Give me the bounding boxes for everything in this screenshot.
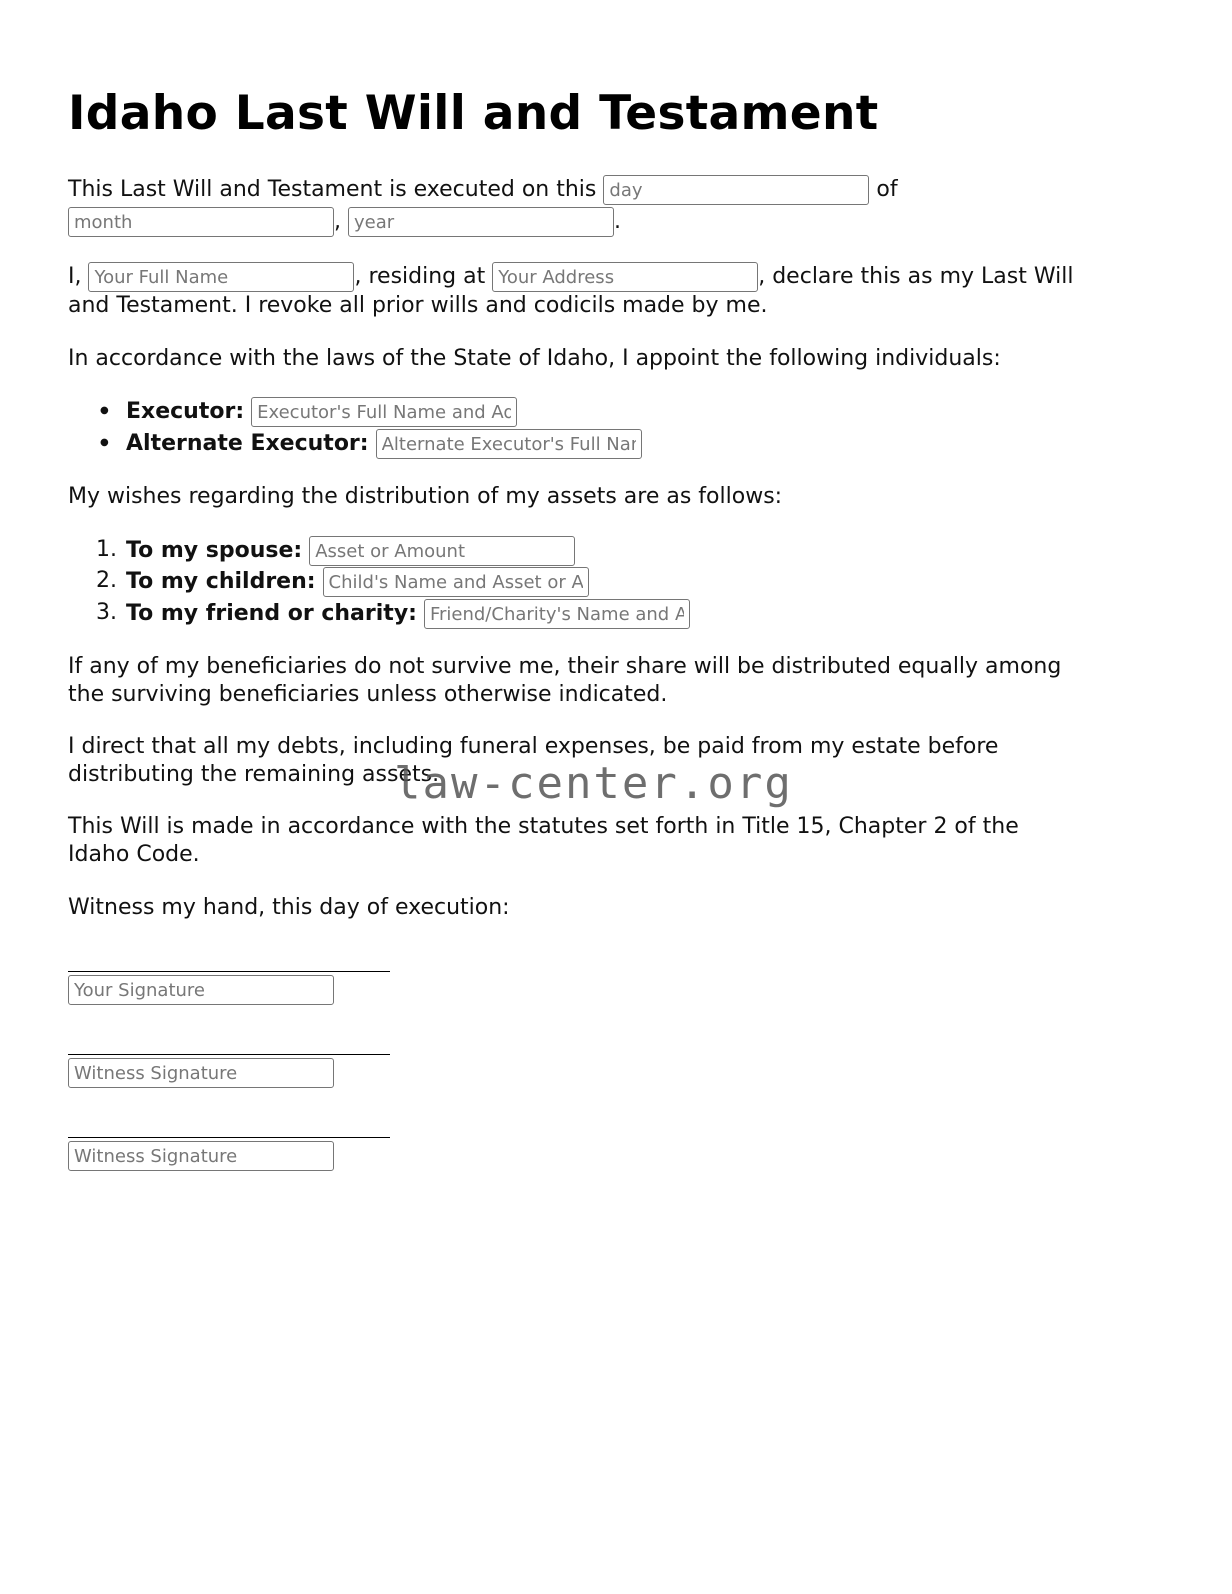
declaration-line: [68, 262, 1073, 292]
execution-line-2: [68, 207, 621, 237]
friend-charity-asset-input[interactable]: [430, 600, 684, 628]
executor-field[interactable]: [251, 397, 517, 427]
alternate-executor-input[interactable]: [382, 430, 636, 458]
month-field[interactable]: [68, 207, 334, 237]
month-input[interactable]: [74, 208, 328, 236]
declaration-line-2: and Testament. I revoke all prior wills and codicils made by me.: [68, 293, 768, 318]
residing-text: , residing at: [354, 264, 486, 289]
friend-charity-label: To my friend or charity:: [126, 601, 417, 626]
your-signature-input[interactable]: [74, 976, 328, 1004]
list-number: 3.: [96, 600, 117, 625]
execution-prefix: This Last Will and Testament is executed on this: [68, 177, 597, 202]
spouse-label: To my spouse:: [126, 538, 303, 563]
page-title: Idaho Last Will and Testament: [68, 86, 879, 141]
day-input[interactable]: [609, 176, 863, 204]
list-number: 2.: [96, 568, 117, 593]
debts-clause-line-2: distributing the remaining assets.: [68, 762, 440, 787]
address-input[interactable]: [498, 263, 752, 291]
execution-line: [68, 175, 898, 205]
spouse-asset-field[interactable]: [309, 536, 575, 566]
statute-clause-line-1: This Will is made in accordance with the statutes set forth in Title 15, Chapter 2 of the: [68, 814, 1019, 839]
your-signature-field[interactable]: [68, 975, 334, 1005]
statute-clause-line-2: Idaho Code.: [68, 842, 200, 867]
witness-signature-input-1[interactable]: [74, 1059, 328, 1087]
watermark: law-center.org: [394, 758, 793, 809]
witness-signature-field-2[interactable]: [68, 1141, 334, 1171]
comma: ,: [334, 209, 341, 234]
signature-line: [68, 971, 390, 972]
of-word: of: [876, 177, 898, 202]
year-input[interactable]: [354, 208, 608, 236]
declaration-prefix: I,: [68, 264, 82, 289]
debts-clause-line-1: I direct that all my debts, including funeral expenses, be paid from my estate before: [68, 734, 999, 759]
bullet-icon: ●: [100, 437, 109, 448]
children-label: To my children:: [126, 569, 316, 594]
distribution-text: My wishes regarding the distribution of my assets are as follows:: [68, 484, 783, 509]
witness-signature-line: [68, 1054, 390, 1055]
full-name-input[interactable]: [94, 263, 348, 291]
executor-input[interactable]: [257, 398, 511, 426]
executor-item: [126, 397, 517, 427]
witness-signature-line: [68, 1137, 390, 1138]
spouse-asset-input[interactable]: [315, 537, 569, 565]
executor-label: Executor:: [126, 399, 245, 424]
survival-clause-line-2: the surviving beneficiaries unless otherwise indicated.: [68, 682, 668, 707]
alternate-executor-item: [126, 429, 642, 459]
friend-charity-item: [126, 599, 690, 629]
witness-signature-field-1[interactable]: [68, 1058, 334, 1088]
bullet-icon: ●: [100, 405, 109, 416]
alternate-executor-field[interactable]: [376, 429, 642, 459]
friend-charity-asset-field[interactable]: [424, 599, 690, 629]
declaration-suffix: , declare this as my Last Will: [758, 264, 1074, 289]
address-field[interactable]: [492, 262, 758, 292]
witness-signature-input-2[interactable]: [74, 1142, 328, 1170]
witness-text: Witness my hand, this day of execution:: [68, 895, 510, 920]
alternate-executor-label: Alternate Executor:: [126, 431, 369, 456]
appoint-text: In accordance with the laws of the State of Idaho, I appoint the following individuals:: [68, 346, 1001, 371]
year-field[interactable]: [348, 207, 614, 237]
list-number: 1.: [96, 537, 117, 562]
children-asset-input[interactable]: [329, 568, 583, 596]
period: .: [614, 209, 621, 234]
full-name-field[interactable]: [88, 262, 354, 292]
spouse-item: [126, 536, 575, 566]
children-asset-field[interactable]: [323, 567, 589, 597]
children-item: [126, 567, 589, 597]
survival-clause-line-1: If any of my beneficiaries do not survive me, their share will be distributed equally among: [68, 654, 1062, 679]
day-field[interactable]: [603, 175, 869, 205]
